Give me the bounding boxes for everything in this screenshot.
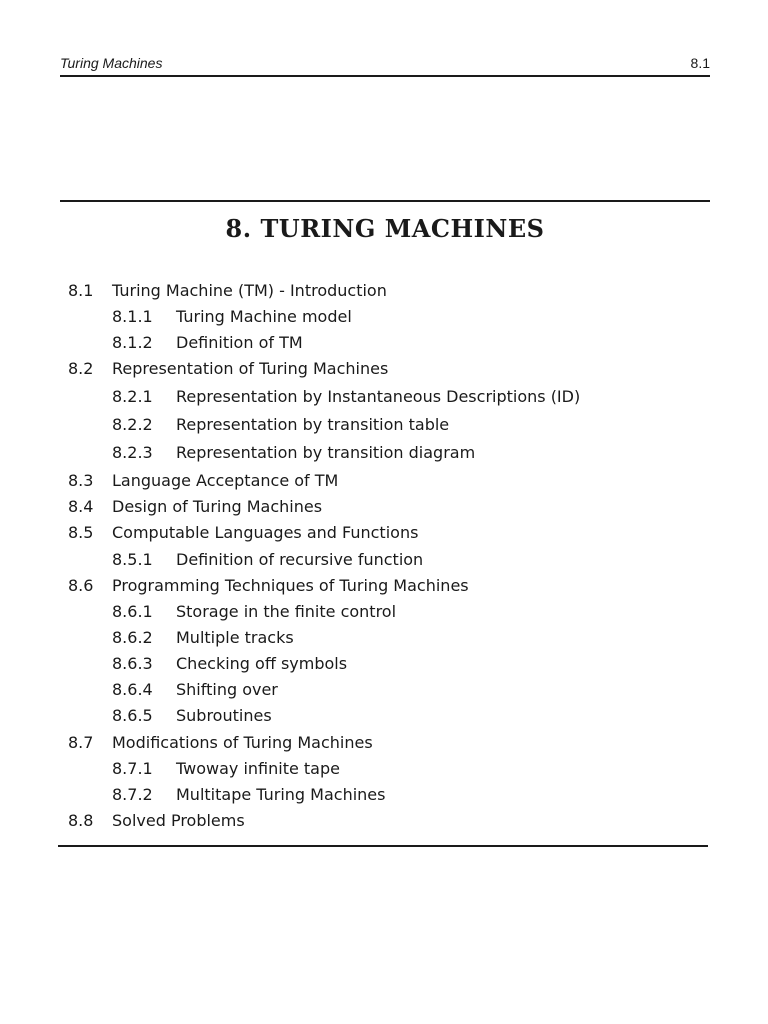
toc-entry-title: Representation of Turing Machines [112, 359, 389, 378]
toc-entry-title: Turing Machine (TM) - Introduction [112, 281, 387, 300]
toc-entry-number: 8.2.2 [112, 415, 153, 434]
toc-entry-number: 8.1 [68, 281, 94, 300]
toc-entry-number: 8.6.5 [112, 706, 153, 725]
toc-entry-title: Subroutines [176, 706, 272, 725]
toc-entry-number: 8.6 [68, 576, 94, 595]
toc-entry-number: 8.5 [68, 523, 94, 542]
toc-entry-title: Representation by transition table [176, 415, 450, 434]
page-number: 8.1 [690, 55, 710, 71]
toc-entry-number: 8.1.2 [112, 333, 153, 352]
toc-entry-title: Shifting over [176, 680, 278, 699]
toc-entry-title: Programming Techniques of Turing Machines [112, 576, 469, 595]
toc-entry-title: Language Acceptance of TM [112, 471, 339, 490]
toc-entry-title: Checking off symbols [176, 654, 348, 673]
chapter-title: 8. TURING MACHINES [225, 214, 545, 243]
title-top-rule [60, 200, 710, 202]
toc-entry-number: 8.6.2 [112, 628, 153, 647]
toc-entry-number: 8.6.4 [112, 680, 153, 699]
toc-entry-title: Twoway infinite tape [176, 759, 340, 778]
toc-entry-title: Representation by transition diagram [176, 443, 476, 462]
toc-entry-number: 8.6.1 [112, 602, 153, 621]
toc-entry-number: 8.7.2 [112, 785, 153, 804]
toc-entry-number: 8.1.1 [112, 307, 153, 326]
toc-entry-number: 8.4 [68, 497, 94, 516]
toc-entry-title: Modifications of Turing Machines [112, 733, 373, 752]
toc-entry-number: 8.5.1 [112, 550, 153, 569]
toc-entry-title: Definition of recursive function [176, 550, 424, 569]
toc-entry-number: 8.2.1 [112, 387, 153, 406]
toc-entry-title: Multitape Turing Machines [176, 785, 386, 804]
toc-entry-number: 8.3 [68, 471, 94, 490]
toc-bottom-rule [58, 845, 708, 847]
toc-entry-number: 8.6.3 [112, 654, 153, 673]
toc-entry-number: 8.7.1 [112, 759, 153, 778]
running-title: Turing Machines [60, 55, 163, 71]
toc-entry-number: 8.8 [68, 811, 94, 830]
toc-entry-number: 8.2.3 [112, 443, 153, 462]
header-rule [60, 75, 710, 77]
toc-entry-title: Multiple tracks [176, 628, 294, 647]
toc-entry-title: Design of Turing Machines [112, 497, 323, 516]
toc-entry-title: Representation by Instantaneous Descriptions (ID) [176, 387, 581, 406]
toc-entry-title: Turing Machine model [176, 307, 352, 326]
toc-entry-title: Storage in the finite control [176, 602, 397, 621]
toc-entry-number: 8.7 [68, 733, 94, 752]
running-header [60, 55, 710, 75]
toc-entry-title: Definition of TM [176, 333, 303, 352]
toc-entry-number: 8.2 [68, 359, 94, 378]
toc-entry-title: Solved Problems [112, 811, 245, 830]
toc-entry-title: Computable Languages and Functions [112, 523, 419, 542]
